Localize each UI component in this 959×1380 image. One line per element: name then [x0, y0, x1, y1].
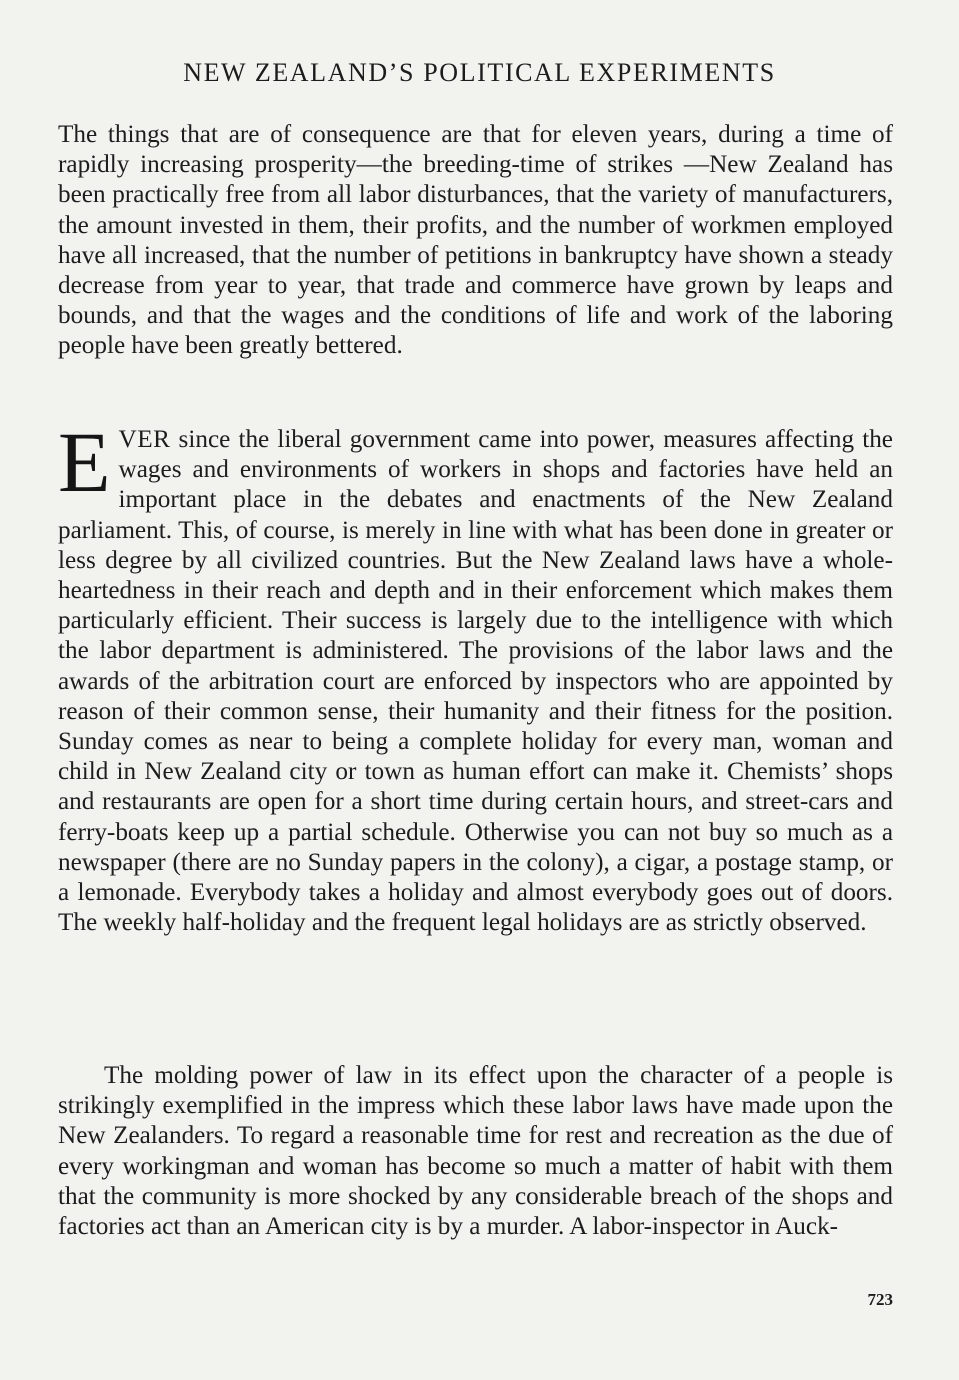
paragraph-2: [58, 414, 893, 938]
paragraph-2-lead-word: VER: [118, 426, 171, 453]
paragraph-2-body: since the liberal government came into power, measures affecting the wages and environments of workers in shops and factories have held an important place in the debates and enactments of the New Zealand parliament. This, of course, is merely in line with what has been done in greater or less degree by all civilized countries. But the New Zealand laws have a whole-heartedness in their reach and depth and in their enforcement which makes them particularly efficient. Their success is largely due to the intelligence with which the labor department is administered. The provisions of the labor laws and the awards of the arbitration court are enforced by inspectors who are appointed by reason of their common sense, their humanity and their fitness for the position. Sunday comes as near to being a complete holiday for every man, woman and child in New Zealand city or town as human effort can make it. Chemists’ shops and restaurants are open for a short time during certain hours, and street-cars and ferry-boats keep up a partial schedule. Otherwise you can not buy so much as a newspaper (there are no Sunday papers in the colony), a cigar, a postage stamp, or a lemonade. Everybody takes a holiday and almost everybody goes out of doors. The weekly half-holiday and the frequent legal holidays are as strictly observed.: [58, 426, 893, 937]
paragraph-3: The molding power of law in its effect upon the character of a people is strikingly exemplified in the impress which these labor laws have made upon the New Zealanders. To regard a reasonable time for rest and recreation as the due of every workingman and woman has become so much a matter of habit with them that the community is more shocked by any considerable breach of the shops and factories act than an American city is by a murder. A labor-inspector in Auck-: [58, 1062, 893, 1241]
running-head: NEW ZEALAND’S POLITICAL EXPERIMENTS: [183, 58, 776, 87]
page-number: 723: [867, 1290, 893, 1309]
drop-cap: E: [58, 414, 111, 510]
paragraph-1: The things that are of consequence are that for eleven years, during a time of rapidly increasing prosperity—the breeding-time of strikes —New Zealand has been practically free from all labor disturbances, that the variety of manufacturers, the amount invested in them, their profits, and the number of workmen employed have all increased, that the number of petitions in bankruptcy have shown a steady decrease from year to year, that trade and commerce have grown by leaps and bounds, and that the wages and the conditions of life and work of the laboring people have been greatly bettered.: [58, 121, 893, 360]
